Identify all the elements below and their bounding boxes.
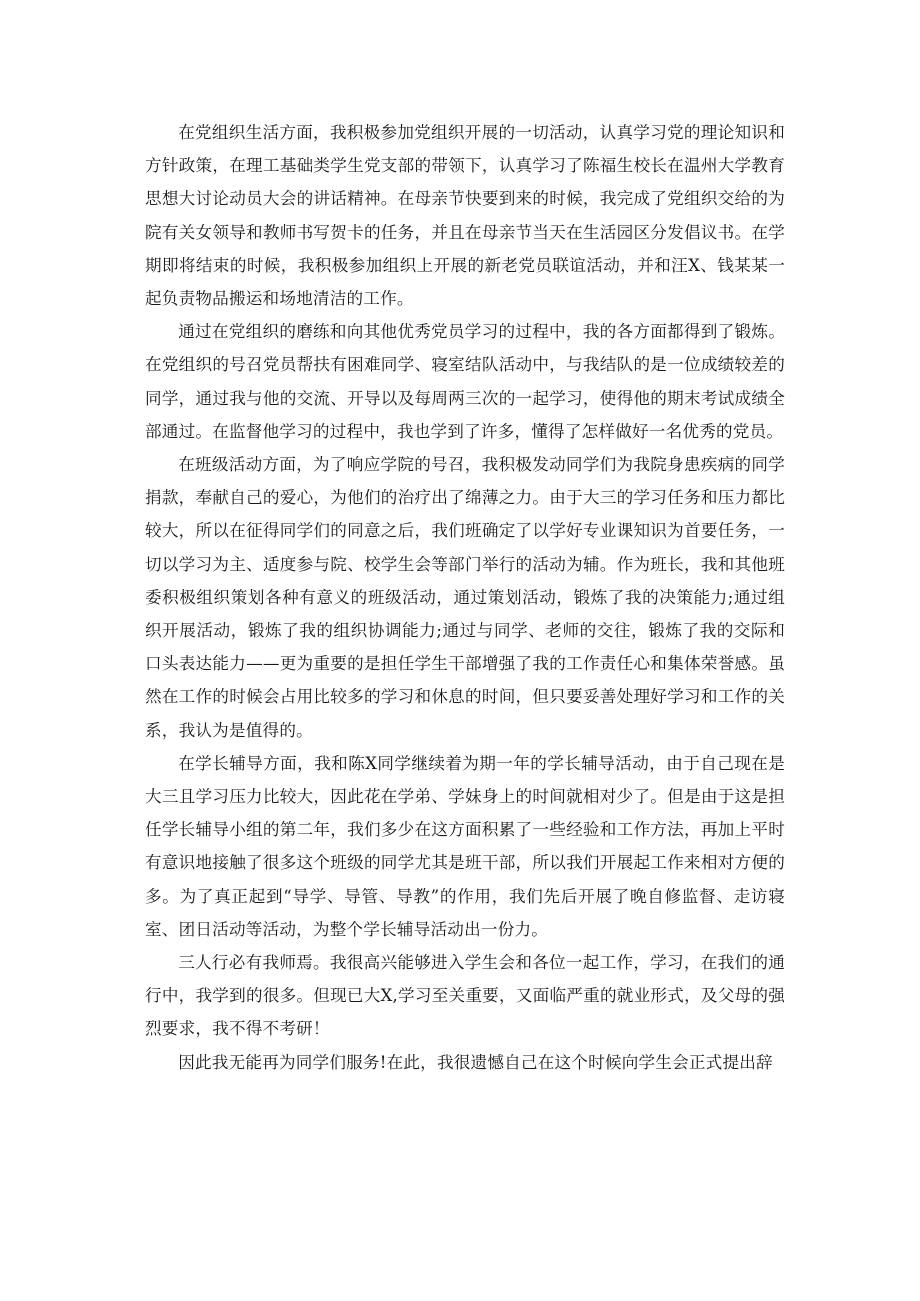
paragraph-resignation: 因此我无能再为同学们服务!在此，我很遗憾自己在这个时候向学生会正式提出辞 bbox=[178, 1052, 773, 1072]
paragraph-class-activities: 在班级活动方面，为了响应学院的号召，我积极发动同学们为我院身患疾病的同学捐款，奉献自己的爱心，为他们的治疗出了绵薄之力。由于大三的学习任务和压力都比较大，所以在征得同学们的同意之后，我们班确定了以学好专业课知识为首要任务，一切以学习为主、适度参与院、校学生会等部门举行的活动为辅。作为班长，我和其他班委积极组织策划各种有意义的班级活动，通过策划活动，锻炼了我的决策能力;通过组织开展活动，锻炼了我的组织协调能力;通过与同学、老师的交往，锻炼了我的交际和口头表达能力——更为重要的是担任学生干部增强了我的工作责任心和集体荣誉感。虽然在工作的时候会占用比较多的学习和休息的时间，但只要妥善处理好学习和工作的关系，我认为是值得的。 bbox=[145, 455, 785, 740]
paragraph-party-life: 在党组织生活方面，我积极参加党组织开展的一切活动，认真学习党的理论知识和方针政策，在理工基础类学生党支部的带领下，认真学习了陈福生校长在温州大学教育思想大讨论动员大会的讲话精神。在母亲节快要到来的时候，我完成了党组织交给的为院有关女领导和教师书写贺卡的任务，并且在母亲节当天在生活园区分发倡议书。在学期即将结束的时候，我积极参加组织上开展的新老党员联谊活动，并和汪X、钱某某一起负责物品搬运和场地清洁的工作。 bbox=[145, 123, 785, 309]
paragraph-graduate-exam: 三人行必有我师焉。我很高兴能够进入学生会和各位一起工作，学习，在我们的通行中，我学到的很多。但现已大X,学习至关重要，又面临严重的就业形式，及父母的强烈要求，我不得不考研！ bbox=[145, 953, 785, 1039]
document-body bbox=[145, 116, 785, 1079]
paragraph-party-training: 通过在党组织的磨练和向其他优秀党员学习的过程中，我的各方面都得到了锻炼。在党组织的号召党员帮扶有困难同学、寝室结队活动中，与我结队的是一位成绩较差的同学，通过我与他的交流、开导以及每周两三次的一起学习，使得他的期末考试成绩全部通过。在监督他学习的过程中，我也学到了许多，懂得了怎样做好一名优秀的党员。 bbox=[145, 322, 785, 441]
paragraph-mentoring: 在学长辅导方面，我和陈X同学继续着为期一年的学长辅导活动，由于自己现在是大三且学习压力比较大，因此花在学弟、学妹身上的时间就相对少了。但是由于这是担任学长辅导小组的第二年，我们多少在这方面积累了一些经验和工作方法，再加上平时有意识地接触了很多这个班级的同学尤其是班干部，所以我们开展起工作来相对方便的多。为了真正起到“导学、导管、导教”的作用，我们先后开展了晚自修监督、走访寝室、团日活动等活动，为整个学长辅导活动出一份力。 bbox=[145, 753, 785, 939]
